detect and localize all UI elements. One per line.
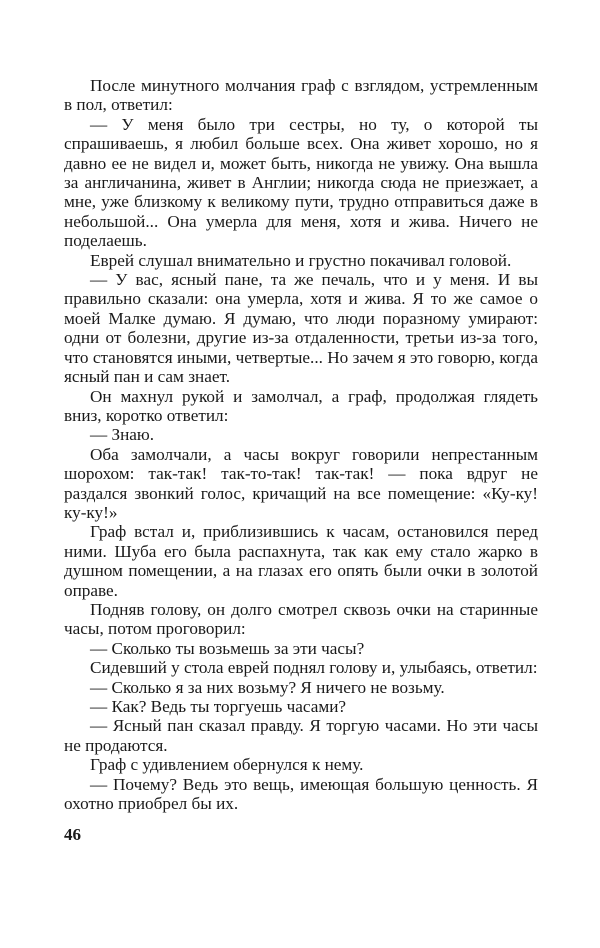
paragraph: Он махнул рукой и замолчал, а граф, продолжая глядеть вниз, коротко ответил: <box>64 386 538 425</box>
paragraph: После минутного молчания граф с взглядом, устремленным в пол, ответил: <box>64 76 538 115</box>
paragraph: — У меня было три сестры, но ту, о которой ты спрашиваешь, я любил больше всех. Она живет хорошо, но я давно ее не видел и, может быть, никогда не увижу. Она вышла за англичанина, живет в Англии; никогда сюда не приезжает, а мне, уже близкому к великому пути, трудно отправиться даже в небольшой... Она умерла для меня, хотя и жива. Ничего не поделаешь. <box>64 114 538 251</box>
paragraph: Граф с удивлением обернулся к нему. <box>90 755 364 775</box>
paragraph: Граф встал и, приблизившись к часам, остановился перед ними. Шуба его была распахнута, так как ему стало жарко в душном помещении, а на глазах его опять были очки в золотой оправе. <box>64 522 538 600</box>
paragraph: Сидевший у стола еврей поднял голову и, улыбаясь, ответил: <box>90 658 538 678</box>
paragraph: Еврей слушал внимательно и грустно покачивал головой. <box>90 250 512 270</box>
paragraph: — Почему? Ведь это вещь, имеющая большую ценность. Я охотно приобрел бы их. <box>64 774 538 814</box>
paragraph: — Знаю. <box>90 425 155 445</box>
body-text <box>64 76 538 813</box>
paragraph: — Сколько я за них возьму? Я ничего не возьму. <box>90 677 445 697</box>
paragraph: — Сколько ты возьмешь за эти часы? <box>90 638 365 658</box>
page-number: 46 <box>64 825 81 844</box>
paragraph: Подняв голову, он долго смотрел сквозь очки на старинные часы, потом проговорил: <box>64 599 538 639</box>
paragraph: — У вас, ясный пане, та же печаль, что и у меня. И вы правильно сказали: она умерла, хотя и жива. Я то же самое о моей Малке думаю. Я думаю, что люди поразному умирают: одни от болезни, другие из-за отдаленности, третьи из-за того, что становятся иными, четвертые... Но зачем я это говорю, когда ясный пан и сам знает. <box>64 270 538 387</box>
paragraph: — Ясный пан сказал правду. Я торгую часами. Но эти часы не продаются. <box>64 716 538 755</box>
paragraph: Оба замолчали, а часы вокруг говорили непрестанным шорохом: так-так! так-то-так! так-так! — пока вдруг не раздался звонкий голос, кричащий на все помещение: «Ку-ку! ку-ку!» <box>64 444 538 522</box>
paragraph: — Как? Ведь ты торгуешь часами? <box>90 697 347 716</box>
